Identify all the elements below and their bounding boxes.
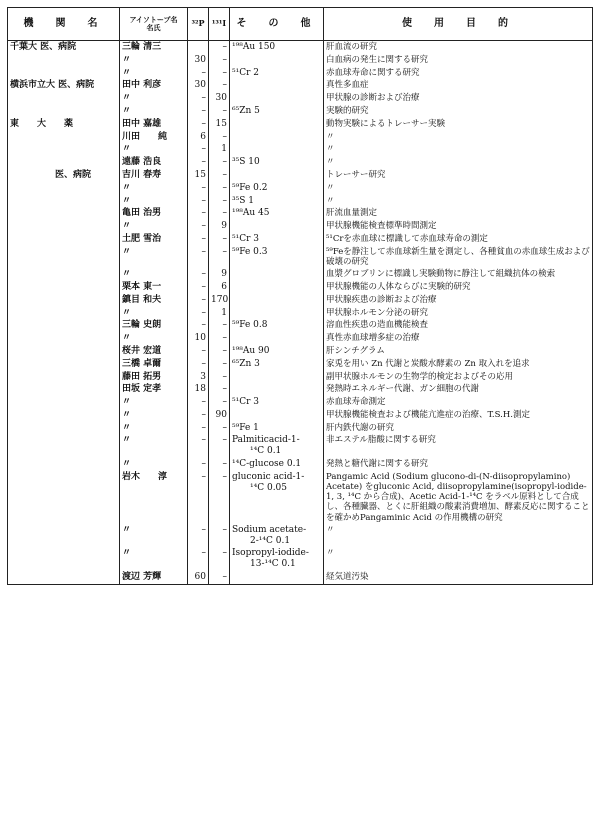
p32-cell: – bbox=[188, 67, 209, 80]
name-cell: 〃 bbox=[120, 182, 188, 195]
other-cell: ⁵⁹Fe 0.2 bbox=[230, 182, 324, 195]
institution-cell bbox=[8, 105, 120, 118]
name-cell: 三橋 卓爾 bbox=[120, 358, 188, 371]
purpose-cell: 甲状腺機能検査および機能亢進症の治療、T.S.H.測定 bbox=[324, 409, 593, 422]
purpose-cell: 甲状腺機能の人体ならびに実験的研究 bbox=[324, 281, 593, 294]
institution-cell bbox=[8, 571, 120, 584]
name-cell: 三輪 清三 bbox=[120, 41, 188, 54]
other-cell: Isopropyl-iodide- 13-¹⁴C 0.1 bbox=[230, 547, 324, 571]
p32-cell: – bbox=[188, 233, 209, 246]
institution-cell: 東 大 薬 bbox=[8, 118, 120, 131]
p32-cell: – bbox=[188, 524, 209, 548]
p32-cell: 30 bbox=[188, 79, 209, 92]
purpose-cell: 〃 bbox=[324, 524, 593, 548]
i131-cell: – bbox=[209, 434, 230, 458]
name-cell: 〃 bbox=[120, 67, 188, 80]
name-cell: 〃 bbox=[120, 195, 188, 208]
name-cell: 亀田 治男 bbox=[120, 207, 188, 220]
table-row bbox=[8, 358, 593, 371]
i131-cell: – bbox=[209, 41, 230, 54]
i131-cell: – bbox=[209, 345, 230, 358]
name-cell: 岩木 淳 bbox=[120, 471, 188, 524]
other-cell bbox=[230, 54, 324, 67]
i131-cell: 90 bbox=[209, 409, 230, 422]
purpose-cell: ⁵⁹Feを静注して赤血球新生量を測定し、各種貧血の赤血球生成および破壊の研究 bbox=[324, 246, 593, 268]
name-cell: 鎮目 和夫 bbox=[120, 294, 188, 307]
i131-cell: – bbox=[209, 471, 230, 524]
table-row bbox=[8, 307, 593, 320]
header-name-top: アイソトープ名 bbox=[129, 15, 178, 25]
other-cell: ¹⁹⁸Au 150 bbox=[230, 41, 324, 54]
purpose-cell: 実験的研究 bbox=[324, 105, 593, 118]
purpose-cell: 真性多血症 bbox=[324, 79, 593, 92]
other-cell bbox=[230, 332, 324, 345]
i131-cell: – bbox=[209, 571, 230, 584]
p32-cell: – bbox=[188, 268, 209, 281]
p32-cell: – bbox=[188, 143, 209, 156]
p32-cell: 30 bbox=[188, 54, 209, 67]
table-row bbox=[8, 268, 593, 281]
i131-cell: 6 bbox=[209, 281, 230, 294]
i131-cell: 9 bbox=[209, 220, 230, 233]
other-cell: ¹⁹⁸Au 90 bbox=[230, 345, 324, 358]
other-cell bbox=[230, 268, 324, 281]
p32-cell: 18 bbox=[188, 383, 209, 396]
header-purpose: 使 用 目 的 bbox=[324, 8, 593, 41]
p32-cell: – bbox=[188, 92, 209, 105]
purpose-cell: 甲状腺機能検査標準時間測定 bbox=[324, 220, 593, 233]
purpose-cell: 発熱と糖代謝に関する研究 bbox=[324, 458, 593, 471]
p32-cell: – bbox=[188, 319, 209, 332]
i131-cell: – bbox=[209, 422, 230, 435]
table-row bbox=[8, 79, 593, 92]
table-row bbox=[8, 169, 593, 182]
institution-cell bbox=[8, 358, 120, 371]
other-cell bbox=[230, 92, 324, 105]
i131-cell: – bbox=[209, 156, 230, 169]
institution-cell bbox=[8, 422, 120, 435]
p32-cell: – bbox=[188, 434, 209, 458]
name-cell: 田中 利彦 bbox=[120, 79, 188, 92]
table-row bbox=[8, 571, 593, 584]
other-cell: Sodium acetate- 2-¹⁴C 0.1 bbox=[230, 524, 324, 548]
name-cell: 〃 bbox=[120, 434, 188, 458]
p32-cell: – bbox=[188, 246, 209, 268]
name-cell: 〃 bbox=[120, 458, 188, 471]
table-row bbox=[8, 118, 593, 131]
table-header-row bbox=[8, 8, 593, 41]
purpose-cell: Pangamic Acid (Sodium glucono-di-(N-diisopropylamino) Acetate) をgluconic Acid, diisopropylamine(isopropyl-iodide-1, 3, ¹⁴C から合成)、Acetic Acid-1-¹⁴C をラベル原料として合成し、各種臓器、とくに肝組織の酸素消費増加、酵素反応に関することを確かめPangaminic Acid の作用機構の研究 bbox=[324, 471, 593, 524]
institution-cell bbox=[8, 268, 120, 281]
other-cell bbox=[230, 409, 324, 422]
i131-cell: – bbox=[209, 182, 230, 195]
header-institution: 機 関 名 bbox=[8, 8, 120, 41]
other-cell: ¹⁴C-glucose 0.1 bbox=[230, 458, 324, 471]
other-cell: ¹⁹⁸Au 45 bbox=[230, 207, 324, 220]
name-cell: 〃 bbox=[120, 143, 188, 156]
p32-cell: – bbox=[188, 345, 209, 358]
i131-cell: – bbox=[209, 207, 230, 220]
p32-cell: – bbox=[188, 220, 209, 233]
institution-cell bbox=[8, 207, 120, 220]
p32-cell: – bbox=[188, 307, 209, 320]
other-cell bbox=[230, 79, 324, 92]
name-cell: 〃 bbox=[120, 422, 188, 435]
i131-cell: – bbox=[209, 131, 230, 144]
table-row bbox=[8, 471, 593, 524]
i131-cell: – bbox=[209, 383, 230, 396]
institution-cell: 横浜市立大 医、病院 bbox=[8, 79, 120, 92]
institution-cell bbox=[8, 345, 120, 358]
p32-cell: – bbox=[188, 471, 209, 524]
other-cell: ⁶⁵Zn 3 bbox=[230, 358, 324, 371]
i131-cell: 1 bbox=[209, 307, 230, 320]
other-cell bbox=[230, 571, 324, 584]
p32-cell: – bbox=[188, 422, 209, 435]
table-row bbox=[8, 281, 593, 294]
institution-cell bbox=[8, 307, 120, 320]
i131-cell: – bbox=[209, 233, 230, 246]
p32-cell: – bbox=[188, 458, 209, 471]
purpose-cell: 発熱時エネルギー代謝、ガン細胞の代謝 bbox=[324, 383, 593, 396]
i131-cell: 30 bbox=[209, 92, 230, 105]
other-cell: ⁵¹Cr 3 bbox=[230, 233, 324, 246]
other-cell: ⁵⁹Fe 0.8 bbox=[230, 319, 324, 332]
i131-cell: – bbox=[209, 79, 230, 92]
i131-cell: – bbox=[209, 524, 230, 548]
other-cell: ⁶⁵Zn 5 bbox=[230, 105, 324, 118]
name-cell: 〃 bbox=[120, 396, 188, 409]
table-row bbox=[8, 143, 593, 156]
other-cell bbox=[230, 131, 324, 144]
name-cell: 土肥 雪治 bbox=[120, 233, 188, 246]
table-row bbox=[8, 458, 593, 471]
table-row bbox=[8, 409, 593, 422]
p32-cell: 60 bbox=[188, 571, 209, 584]
table-row bbox=[8, 92, 593, 105]
institution-cell bbox=[8, 220, 120, 233]
i131-cell: – bbox=[209, 371, 230, 384]
purpose-cell: 動物実験によるトレーサー実験 bbox=[324, 118, 593, 131]
i131-cell: – bbox=[209, 332, 230, 345]
table-row bbox=[8, 195, 593, 208]
header-other: そ の 他 bbox=[230, 8, 324, 41]
purpose-cell: 肝流血量測定 bbox=[324, 207, 593, 220]
name-cell: 〃 bbox=[120, 307, 188, 320]
i131-cell: 9 bbox=[209, 268, 230, 281]
other-cell: ⁵⁹Fe 0.3 bbox=[230, 246, 324, 268]
p32-cell: – bbox=[188, 182, 209, 195]
name-cell: 川田 純 bbox=[120, 131, 188, 144]
table-row bbox=[8, 383, 593, 396]
institution-cell bbox=[8, 371, 120, 384]
purpose-cell: 赤血球寿命に関する研究 bbox=[324, 67, 593, 80]
p32-cell: – bbox=[188, 409, 209, 422]
institution-cell: 千葉大 医、病院 bbox=[8, 41, 120, 54]
i131-cell: – bbox=[209, 54, 230, 67]
name-cell: 〃 bbox=[120, 409, 188, 422]
purpose-cell: 経気道汚染 bbox=[324, 571, 593, 584]
institution-cell bbox=[8, 524, 120, 548]
institution-cell bbox=[8, 383, 120, 396]
institution-cell bbox=[8, 54, 120, 67]
i131-cell: – bbox=[209, 169, 230, 182]
institution-cell bbox=[8, 281, 120, 294]
other-cell bbox=[230, 307, 324, 320]
purpose-cell: 白血病の発生に関する研究 bbox=[324, 54, 593, 67]
i131-cell: – bbox=[209, 105, 230, 118]
other-cell bbox=[230, 281, 324, 294]
table-row bbox=[8, 54, 593, 67]
p32-cell: 10 bbox=[188, 332, 209, 345]
institution-cell bbox=[8, 156, 120, 169]
purpose-cell: 非エステル脂酸に関する研究 bbox=[324, 434, 593, 458]
institution-cell bbox=[8, 182, 120, 195]
table-row bbox=[8, 182, 593, 195]
purpose-cell: 甲状腺疾患の診断および治療 bbox=[324, 294, 593, 307]
purpose-cell: 肝シンチグラム bbox=[324, 345, 593, 358]
name-cell: 〃 bbox=[120, 54, 188, 67]
name-cell: 〃 bbox=[120, 332, 188, 345]
institution-cell bbox=[8, 246, 120, 268]
institution-cell bbox=[8, 547, 120, 571]
header-name-bottom: 名氏 bbox=[146, 23, 161, 32]
purpose-cell: 〃 bbox=[324, 143, 593, 156]
name-cell: 〃 bbox=[120, 220, 188, 233]
p32-cell: – bbox=[188, 118, 209, 131]
purpose-cell: 甲状腺ホルモン分泌の研究 bbox=[324, 307, 593, 320]
header-p32: ³²P bbox=[188, 8, 209, 41]
institution-cell bbox=[8, 92, 120, 105]
purpose-cell: 家兎を用い Zn 代謝と炭酸水酵素の Zn 取入れを追求 bbox=[324, 358, 593, 371]
table-row bbox=[8, 422, 593, 435]
purpose-cell: 副甲状腺ホルモンの生物学的検定およびその応用 bbox=[324, 371, 593, 384]
table-row bbox=[8, 156, 593, 169]
i131-cell: – bbox=[209, 319, 230, 332]
table-row bbox=[8, 131, 593, 144]
i131-cell: – bbox=[209, 195, 230, 208]
p32-cell: – bbox=[188, 207, 209, 220]
purpose-cell: 〃 bbox=[324, 131, 593, 144]
table-row bbox=[8, 207, 593, 220]
header-i131: ¹³¹I bbox=[209, 8, 230, 41]
name-cell: 桜井 宏道 bbox=[120, 345, 188, 358]
other-cell: gluconic acid-1- ¹⁴C 0.05 bbox=[230, 471, 324, 524]
p32-cell: – bbox=[188, 195, 209, 208]
name-cell: 三輪 史朗 bbox=[120, 319, 188, 332]
institution-cell bbox=[8, 434, 120, 458]
other-cell bbox=[230, 169, 324, 182]
other-cell bbox=[230, 220, 324, 233]
table-body bbox=[8, 41, 593, 585]
other-cell bbox=[230, 383, 324, 396]
p32-cell: – bbox=[188, 358, 209, 371]
name-cell: 吉川 春寿 bbox=[120, 169, 188, 182]
i131-cell: – bbox=[209, 67, 230, 80]
institution-cell bbox=[8, 294, 120, 307]
institution-cell bbox=[8, 396, 120, 409]
name-cell: 田坂 定孝 bbox=[120, 383, 188, 396]
institution-cell bbox=[8, 233, 120, 246]
institution-cell: 医、病院 bbox=[8, 169, 120, 182]
name-cell: 〃 bbox=[120, 524, 188, 548]
table-row bbox=[8, 233, 593, 246]
table-row bbox=[8, 371, 593, 384]
p32-cell: 6 bbox=[188, 131, 209, 144]
table-row bbox=[8, 246, 593, 268]
table-row bbox=[8, 294, 593, 307]
table-row bbox=[8, 332, 593, 345]
purpose-cell: 溶血性疾患の造血機能検査 bbox=[324, 319, 593, 332]
purpose-cell: 〃 bbox=[324, 182, 593, 195]
purpose-cell: 甲状腺の診断および治療 bbox=[324, 92, 593, 105]
table-row bbox=[8, 345, 593, 358]
purpose-cell: 真性赤血球増多症の治療 bbox=[324, 332, 593, 345]
isotope-usage-table bbox=[7, 7, 593, 585]
purpose-cell: 〃 bbox=[324, 547, 593, 571]
other-cell: ⁵⁹Fe 1 bbox=[230, 422, 324, 435]
table-row bbox=[8, 434, 593, 458]
i131-cell: – bbox=[209, 547, 230, 571]
name-cell: 遠藤 浩良 bbox=[120, 156, 188, 169]
other-cell: Palmiticacid-1- ¹⁴C 0.1 bbox=[230, 434, 324, 458]
table-row bbox=[8, 319, 593, 332]
institution-cell bbox=[8, 319, 120, 332]
i131-cell: – bbox=[209, 358, 230, 371]
p32-cell: – bbox=[188, 547, 209, 571]
institution-cell bbox=[8, 131, 120, 144]
purpose-cell: ⁵¹Crを赤血球に標識して赤血球寿命の測定 bbox=[324, 233, 593, 246]
name-cell: 〃 bbox=[120, 92, 188, 105]
institution-cell bbox=[8, 458, 120, 471]
institution-cell bbox=[8, 67, 120, 80]
name-cell: 〃 bbox=[120, 246, 188, 268]
i131-cell: 15 bbox=[209, 118, 230, 131]
name-cell: 田中 嘉雄 bbox=[120, 118, 188, 131]
table-row bbox=[8, 524, 593, 548]
other-cell bbox=[230, 294, 324, 307]
other-cell: ³⁵S 10 bbox=[230, 156, 324, 169]
purpose-cell: 赤血球寿命測定 bbox=[324, 396, 593, 409]
other-cell: ⁵¹Cr 2 bbox=[230, 67, 324, 80]
purpose-cell: 〃 bbox=[324, 195, 593, 208]
p32-cell: – bbox=[188, 294, 209, 307]
name-cell: 〃 bbox=[120, 547, 188, 571]
table-row bbox=[8, 396, 593, 409]
purpose-cell: 肝内鉄代謝の研究 bbox=[324, 422, 593, 435]
table-row bbox=[8, 220, 593, 233]
institution-cell bbox=[8, 143, 120, 156]
i131-cell: – bbox=[209, 396, 230, 409]
other-cell bbox=[230, 143, 324, 156]
table-row bbox=[8, 105, 593, 118]
table-row bbox=[8, 67, 593, 80]
table-row bbox=[8, 41, 593, 54]
institution-cell bbox=[8, 332, 120, 345]
i131-cell: – bbox=[209, 246, 230, 268]
purpose-cell: トレーサー研究 bbox=[324, 169, 593, 182]
purpose-cell: 血漿グロブリンに標識し実験動物に静注して組織抗体の検索 bbox=[324, 268, 593, 281]
table-row bbox=[8, 547, 593, 571]
name-cell: 渡辺 芳輝 bbox=[120, 571, 188, 584]
p32-cell: – bbox=[188, 156, 209, 169]
name-cell: 〃 bbox=[120, 268, 188, 281]
i131-cell: 170 bbox=[209, 294, 230, 307]
i131-cell: 1 bbox=[209, 143, 230, 156]
name-cell: 〃 bbox=[120, 105, 188, 118]
i131-cell: – bbox=[209, 458, 230, 471]
other-cell bbox=[230, 118, 324, 131]
name-cell: 藤田 拓男 bbox=[120, 371, 188, 384]
p32-cell: 3 bbox=[188, 371, 209, 384]
other-cell: ⁵¹Cr 3 bbox=[230, 396, 324, 409]
institution-cell bbox=[8, 471, 120, 524]
p32-cell: – bbox=[188, 396, 209, 409]
institution-cell bbox=[8, 195, 120, 208]
header-name bbox=[120, 8, 188, 41]
p32-cell: 15 bbox=[188, 169, 209, 182]
institution-cell bbox=[8, 409, 120, 422]
p32-cell: – bbox=[188, 105, 209, 118]
p32-cell: – bbox=[188, 281, 209, 294]
purpose-cell: 肝血流の研究 bbox=[324, 41, 593, 54]
other-cell bbox=[230, 371, 324, 384]
name-cell: 栗本 東一 bbox=[120, 281, 188, 294]
other-cell: ³⁵S 1 bbox=[230, 195, 324, 208]
purpose-cell: 〃 bbox=[324, 156, 593, 169]
p32-cell bbox=[188, 41, 209, 54]
